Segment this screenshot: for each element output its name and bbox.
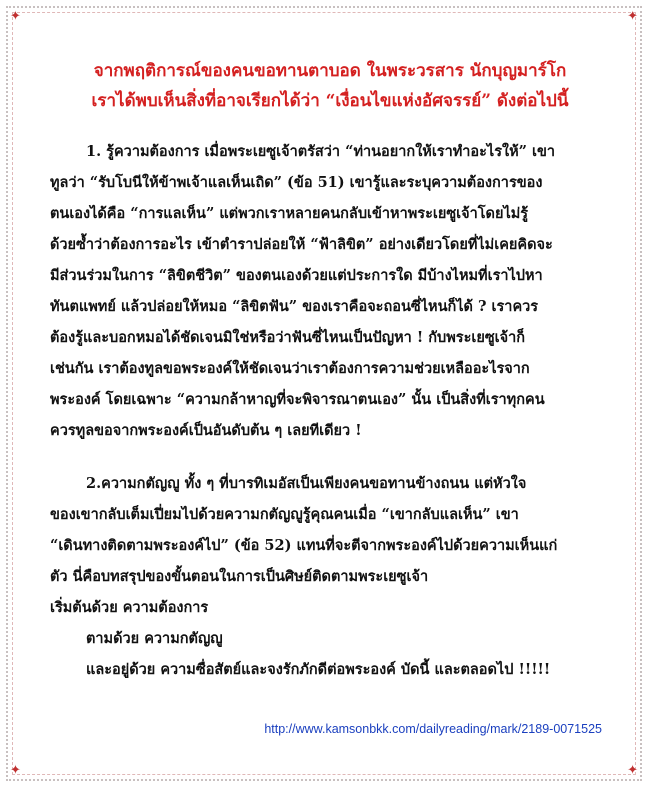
corner-ornament-icon: ✦ [627, 9, 638, 24]
paragraph-line: เช่นกัน เราต้องทูลขอพระองค์ให้ชัดเจนว่าเราต้องการความช่วยเหลืออะไรจาก [50, 360, 530, 377]
paragraph-line: ควรทูลขอจากพระองค์เป็นอันดับต้น ๆ เลยทีเดียว ! [50, 422, 362, 439]
source-link[interactable]: http://www.kamsonbkk.com/dailyreading/mark/2189-0071525 [264, 722, 602, 736]
paragraph-line: ทันตแพทย์ แล้วปล่อยให้หมอ “ลิขิตฟัน” ของเราคือจะถอนซี่ไหนก็ได้ ? เราควร [50, 298, 539, 315]
corner-ornament-icon: ✦ [627, 763, 638, 778]
corner-ornament-icon: ✦ [10, 763, 21, 778]
paragraph-line: ด้วยซ้ำว่าต้องการอะไร เข้าตำราปล่อยให้ “ฟ้าลิขิต” อย่างเดียวโดยที่ไม่เคยคิดจะ [50, 236, 553, 253]
paragraph-line: ตนเองได้คือ “การแลเห็น” แต่พวกเราหลายคนกลับเข้าหาพระเยซูเจ้าโดยไม่รู้ [50, 205, 529, 222]
summary-line-follow: ตามด้วย ความกตัญญู [86, 630, 223, 647]
paragraph-spacer [50, 446, 610, 468]
document-title [50, 56, 610, 116]
paragraph-line: ทูลว่า “รับโบนีให้ข้าพเจ้าแลเห็นเถิด” (ข้อ 51) เขารู้และระบุความต้องการของ [50, 174, 543, 191]
paragraph-line: พระองค์ โดยเฉพาะ “ความกล้าหาญที่จะพิจารณาตนเอง” นั้น เป็นสิ่งที่เราทุกคน [50, 391, 545, 408]
title-line-2: เราได้พบเห็นสิ่งที่อาจเรียกได้ว่า “เงื่อนไขแห่งอัศจรรย์” ดังต่อไปนี้ [91, 91, 569, 111]
summary-line-remain: และอยู่ด้วย ความซื่อสัตย์และจงรักภักดีต่อพระองค์ บัดนี้ และตลอดไป !!!!! [86, 661, 551, 678]
title-line-1: จากพฤติการณ์ของคนขอทานตาบอด ในพระวรสาร นักบุญมาร์โก [93, 61, 567, 81]
paragraph-line: ต้องรู้และบอกหมอได้ชัดเจนมิใช่หรือว่าฟันซี่ไหนเป็นปัญหา ! กับพระเยซูเจ้าก็ [50, 329, 526, 346]
summary-line-start: เริ่มต้นด้วย ความต้องการ [50, 599, 209, 616]
paragraph-1 [50, 136, 610, 446]
paragraph-2 [50, 468, 610, 685]
paragraph-line: “เดินทางติดตามพระองค์ไป” (ข้อ 52) แทนที่จะตีจากพระองค์ไปด้วยความเห็นแก่ [50, 537, 558, 554]
paragraph-line: ของเขากลับเต็มเปี่ยมไปด้วยความกตัญญูรู้คุณคนเมื่อ “เขากลับแลเห็น” เขา [50, 506, 519, 523]
paragraph-line: ตัว นี่คือบทสรุปของขั้นตอนในการเป็นศิษย์ติดตามพระเยซูเจ้า [50, 568, 429, 585]
paragraph-line: มีส่วนร่วมในการ “ลิขิตชีวิต” ของตนเองด้วยแต่ประการใด มีบ้างไหมที่เราไปหา [50, 267, 543, 284]
paragraph-line: 2.ความกตัญญู ทั้ง ๆ ที่บารทิเมอัสเป็นเพียงคนขอทานข้างถนน แต่หัวใจ [86, 475, 527, 492]
corner-ornament-icon: ✦ [10, 9, 21, 24]
paragraph-line: 1. รู้ความต้องการ เมื่อพระเยซูเจ้าตรัสว่า “ท่านอยากให้เราทำอะไรให้” เขา [86, 143, 556, 160]
document-body [50, 56, 610, 685]
